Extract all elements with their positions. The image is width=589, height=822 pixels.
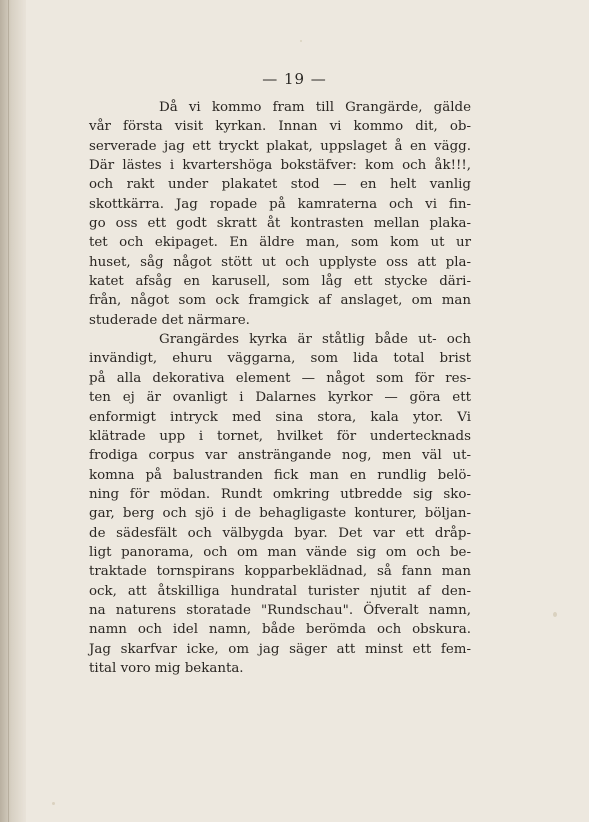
text-line: Grangärdes kyrka är ståtlig både ut- och	[159, 332, 471, 348]
text-line: på alla dekorativa element — något som för res-	[89, 370, 471, 386]
text-line: invändigt, ehuru väggarna, som lida total brist	[89, 351, 471, 367]
paper-stain	[553, 612, 557, 617]
text-line: från, något som ock framgick af anslaget, om man	[89, 293, 471, 309]
text-line: na naturens storatade "Rundschau". Öfveralt namn,	[89, 602, 471, 618]
text-line: och rakt under plakatet stod — en helt vanlig	[89, 177, 471, 193]
text-line: frodiga corpus var ansträngande nog, men väl ut-	[89, 448, 471, 464]
text-line: klätrade upp i tornet, hvilket för undertecknads	[89, 428, 471, 444]
page-number: — 19 —	[262, 70, 327, 88]
text-line: ligt panorama, och om man vände sig om och be-	[89, 544, 471, 560]
text-line: go oss ett godt skratt åt kontrasten mellan plaka-	[89, 216, 471, 232]
text-line: katet afsåg en karusell, som låg ett stycke däri-	[89, 274, 471, 290]
text-line: Då vi kommo fram till Grangärde, gälde	[159, 100, 471, 115]
text-line: enformigt intryck med sina stora, kala ytor. Vi	[89, 409, 471, 425]
text-line: komna på balustranden fick man en rundlig belö-	[89, 467, 471, 483]
text-line: namn och idel namn, både berömda och obskura.	[89, 622, 471, 638]
text-line: tet och ekipaget. En äldre man, som kom ut ur	[89, 235, 471, 251]
paper-stain	[300, 40, 302, 42]
text-line: serverade jag ett tryckt plakat, uppslaget å en vägg.	[89, 138, 471, 154]
spine-fold-line	[8, 0, 9, 822]
text-line: ning för mödan. Rundt omkring utbredde sig sko-	[89, 486, 471, 502]
text-line: Jag skarfvar icke, om jag säger att minst ett fem-	[89, 641, 471, 657]
text-line: gar, berg och sjö i de behagligaste konturer, böljan-	[89, 506, 471, 522]
body-text	[89, 98, 471, 678]
text-line: ten ej är ovanligt i Dalarnes kyrkor — göra ett	[89, 390, 471, 406]
text-line: skottkärra. Jag ropade på kamraterna och vi fin-	[89, 196, 471, 212]
page-spine-shadow	[0, 0, 26, 822]
text-line: huset, såg något stött ut och upplyste oss att pla-	[89, 254, 471, 270]
paper-stain	[52, 802, 55, 805]
text-line: Där lästes i kvartershöga bokstäfver: kom och åk!!!,	[89, 158, 471, 174]
text-line: tital voro mig bekanta.	[89, 660, 244, 676]
text-line: de sädesfält och välbygda byar. Det var ett dråp-	[89, 525, 471, 541]
text-line: ock, att åtskilliga hundratal turister njutit af den-	[89, 583, 471, 599]
text-line: studerade det närmare.	[89, 312, 250, 328]
text-line: vår första visit kyrkan. Innan vi kommo dit, ob-	[89, 119, 471, 135]
text-line: traktade tornspirans kopparbeklädnad, så fann man	[89, 564, 471, 580]
